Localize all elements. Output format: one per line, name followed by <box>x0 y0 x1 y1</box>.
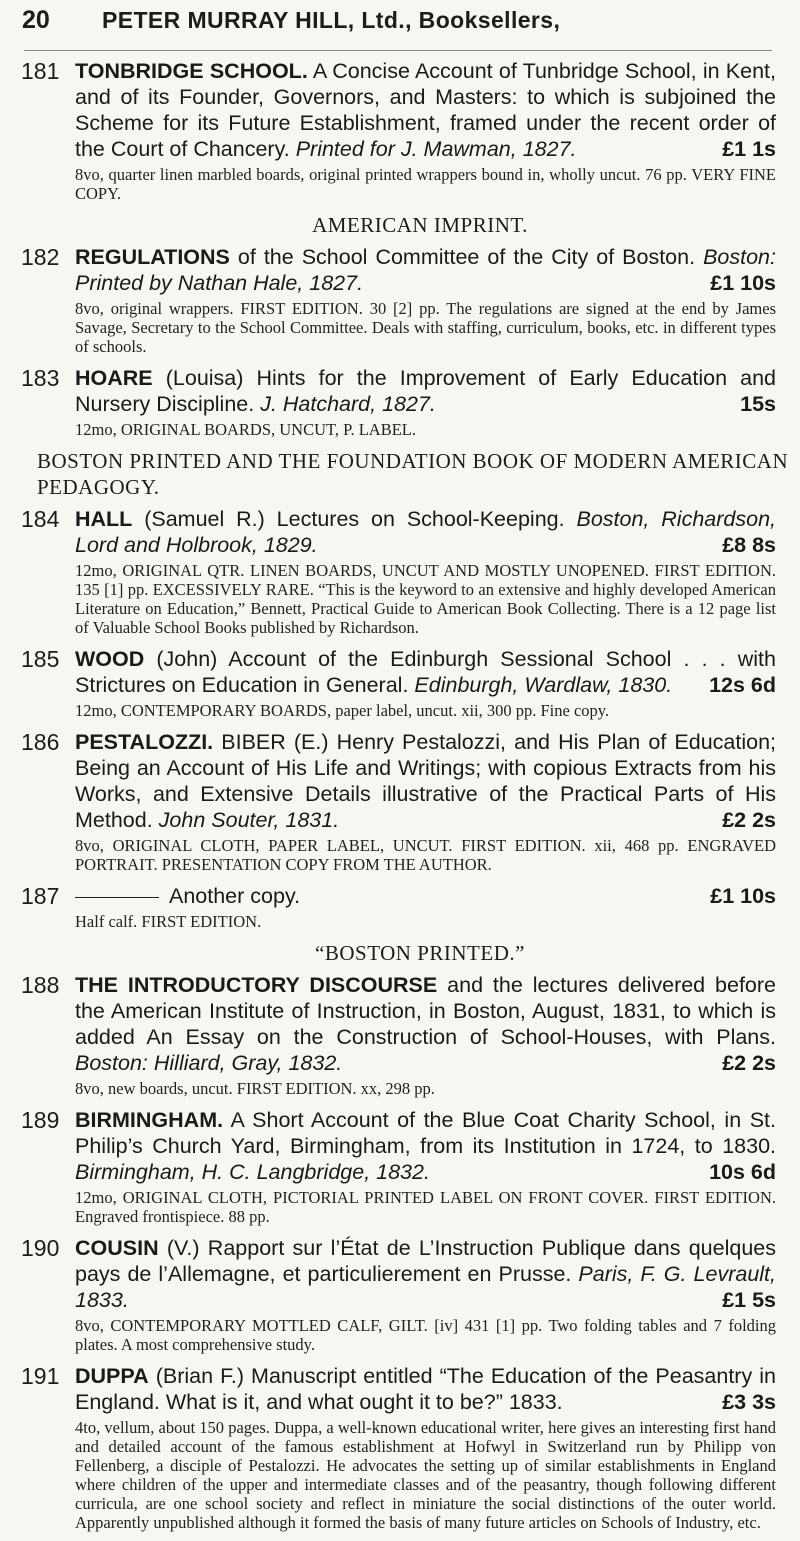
entry-description: 12mo, CONTEMPORARY BOARDS, paper label, uncut. xii, 300 pp. Fine copy. <box>75 701 610 720</box>
lot-number: 187 <box>21 883 60 909</box>
lot-number: 181 <box>21 58 60 84</box>
catalogue-entry <box>0 646 800 720</box>
catalogue-entry <box>0 1363 800 1532</box>
lot-number: 184 <box>21 506 60 532</box>
entry-text: (John) Account of the Edinburgh Sessional School . . . with Strictures on Education in General. <box>75 647 776 697</box>
entry-imprint: Boston: Printed by Nathan Hale, 1827. <box>75 245 776 295</box>
lot-number: 182 <box>21 244 60 270</box>
entry-description: 12mo, ORIGINAL QTR. LINEN BOARDS, UNCUT AND MOSTLY UNOPENED. FIRST EDITION. 135 [1] pp. EXCESSIVELY RARE. “This is the keyword to an extensive and highly developed American Literature on Education,” Bennett, Practical Guide to American Book Collecting. There is a 12 page list of Valuable School Books published by Richardson. <box>75 561 776 637</box>
entry-title: TONBRIDGE SCHOOL. <box>75 59 308 83</box>
entry-main <box>75 1363 776 1415</box>
entry-text: (V.) Rapport sur l’État de L’Instruction Publique dans quelques pays de l’Allemagne, et particulierement en Prusse. <box>75 1236 776 1286</box>
entry-description: 8vo, quarter linen marbled boards, original printed wrappers bound in, wholly uncut. 76 pp. VERY FINE COPY. <box>75 165 776 203</box>
catalogue-entry <box>0 365 800 439</box>
entry-title: COUSIN <box>75 1236 159 1260</box>
entry-imprint: Boston: Hilliard, Gray, 1832. <box>75 1051 343 1075</box>
lot-number: 185 <box>21 646 60 672</box>
entry-title: WOOD <box>75 647 145 671</box>
catalogue-entry <box>0 244 800 356</box>
entry-price: 15s <box>740 392 776 416</box>
entry-price: £1 10s <box>710 884 776 908</box>
entry-imprint: J. Hatchard, 1827. <box>260 392 436 416</box>
entry-main <box>75 1107 776 1185</box>
entry-text: BIBER (E.) Henry Pestalozzi, and His Plan of Education; Being an Account of His Life and Writings; with copious Extracts from his Works, and Extensive Details illustrative of the Practical Parts of His Method. <box>75 730 776 832</box>
entry-text: A Short Account of the Blue Coat Charity School, in St. Philip’s Church Yard, Birmingham, from its Institution in 1724, to 1830. <box>75 1108 776 1158</box>
entry-description: 8vo, new boards, uncut. FIRST EDITION. xx, 298 pp. <box>75 1079 435 1098</box>
entry-main <box>75 244 776 296</box>
entry-description: 12mo, ORIGINAL BOARDS, UNCUT, P. LABEL. <box>75 420 417 439</box>
entry-price: £1 1s <box>722 137 776 161</box>
entry-imprint: Boston, Richardson, Lord and Holbrook, 1829. <box>75 507 776 557</box>
entry-main <box>75 729 776 833</box>
entry-description: 8vo, CONTEMPORARY MOTTLED CALF, GILT. [iv] 431 [1] pp. Two folding tables and 7 folding plates. A most comprehensive study. <box>75 1316 776 1354</box>
entry-text: (Samuel R.) Lectures on School-Keeping. <box>132 507 577 531</box>
entry-text: A Concise Account of Tunbridge School, in Kent, and of its Founder, Governors, and Masters: to which is subjoined the Scheme for its Future Establishment, framed under the recent order of the Court of Chancery. <box>75 59 776 161</box>
lot-number: 191 <box>21 1363 60 1389</box>
entry-price: £3 3s <box>722 1390 776 1414</box>
entry-title: BIRMINGHAM. <box>75 1108 224 1132</box>
entry-description: Half calf. FIRST EDITION. <box>75 912 262 931</box>
entry-text: of the School Committee of the City of Boston. <box>229 245 704 269</box>
section-heading: “BOSTON PRINTED.” <box>315 941 525 965</box>
lot-number: 188 <box>21 972 60 998</box>
catalogue-entry <box>0 58 800 203</box>
entry-imprint: Paris, F. G. Levrault, 1833. <box>75 1262 776 1312</box>
catalogue-list <box>0 58 800 1541</box>
entry-main <box>75 365 776 417</box>
entry-title: HALL <box>75 507 133 531</box>
entry-price: £8 8s <box>722 533 776 557</box>
entry-description: 8vo, ORIGINAL CLOTH, PAPER LABEL, UNCUT. FIRST EDITION. xii, 468 pp. ENGRAVED PORTRAIT. PRESENTATION COPY FROM THE AUTHOR. <box>75 836 776 874</box>
entry-text: Another copy. <box>169 884 301 908</box>
entry-description: 12mo, ORIGINAL CLOTH, PICTORIAL PRINTED LABEL ON FRONT COVER. FIRST EDITION. Engraved frontispiece. 88 pp. <box>75 1188 776 1226</box>
catalogue-entry <box>0 729 800 874</box>
entry-title: REGULATIONS <box>75 245 230 269</box>
catalogue-entry <box>0 972 800 1098</box>
entry-title: HOARE <box>75 366 153 390</box>
entry-imprint: Edinburgh, Wardlaw, 1830. <box>414 673 673 697</box>
entry-price: £1 5s <box>722 1288 776 1312</box>
entry-title: DUPPA <box>75 1364 149 1388</box>
entry-imprint: John Souter, 1831. <box>158 808 340 832</box>
entry-main <box>75 646 776 698</box>
entry-title: PESTALOZZI. <box>75 730 214 754</box>
entry-main <box>75 506 776 558</box>
entry-main <box>75 972 776 1076</box>
entry-text: (Brian F.) Manuscript entitled “The Education of the Peasantry in England. What is it, and what ought it to be?” 1833. <box>75 1364 776 1414</box>
entry-title: THE INTRODUCTORY DISCOURSE <box>75 973 438 997</box>
entry-description: 4to, vellum, about 150 pages. Duppa, a well-known educational writer, here gives an interesting first hand and detailed account of the famous establishment at Hofwyl in Switzerland run by Philipp von Fellenberg, a disciple of Pestalozzi. He advocates the setting up of similar establishments in England where children of the upper and intermediate classes and of the peasantry, though following different curricula, are one school society and reflect in miniature the social distinctions of the outer world. Apparently unpublished although it formed the basis of many future articles on Schools of Industry, etc. <box>75 1418 776 1532</box>
lot-number: 190 <box>21 1235 60 1261</box>
catalogue-entry <box>0 506 800 637</box>
entry-price: 10s 6d <box>709 1160 776 1184</box>
catalogue-entry <box>0 1107 800 1226</box>
lot-number: 183 <box>21 365 60 391</box>
page-number: 20 <box>22 6 50 34</box>
header-rule <box>24 50 772 51</box>
entry-price: £1 10s <box>710 271 776 295</box>
entry-imprint: Printed for J. Mawman, 1827. <box>295 137 577 161</box>
entry-main <box>75 1235 776 1313</box>
entry-description: 8vo, original wrappers. FIRST EDITION. 30 [2] pp. The regulations are signed at the end by James Savage, Secretary to the School Committee. Deals with staffing, curriculum, books, etc. in different types of schools. <box>75 299 776 356</box>
lot-number: 189 <box>21 1107 60 1133</box>
entry-text: and the lectures delivered before the American Institute of Instruction, in Boston, August, 1831, to which is added An Essay on the Construction of School-Houses, with Plans. <box>75 973 777 1049</box>
entry-text: (Louisa) Hints for the Improvement of Early Education and Nursery Discipline. <box>75 366 776 416</box>
entry-price: £2 2s <box>722 808 776 832</box>
entry-price: £2 2s <box>722 1051 776 1075</box>
entry-main <box>75 58 776 162</box>
lot-number: 186 <box>21 729 60 755</box>
entry-main <box>75 883 776 909</box>
ditto-rule <box>75 897 159 898</box>
section-heading: AMERICAN IMPRINT. <box>312 213 528 237</box>
page-header <box>0 4 800 52</box>
running-head: PETER MURRAY HILL, Ltd., Booksellers, <box>102 7 561 33</box>
catalogue-entry <box>0 883 800 931</box>
catalogue-entry <box>0 1235 800 1354</box>
entry-imprint: Birmingham, H. C. Langbridge, 1832. <box>75 1160 430 1184</box>
section-heading: BOSTON PRINTED AND THE FOUNDATION BOOK OF MODERN AMERICAN PEDAGOGY. <box>37 449 789 499</box>
entry-price: 12s 6d <box>709 673 776 697</box>
